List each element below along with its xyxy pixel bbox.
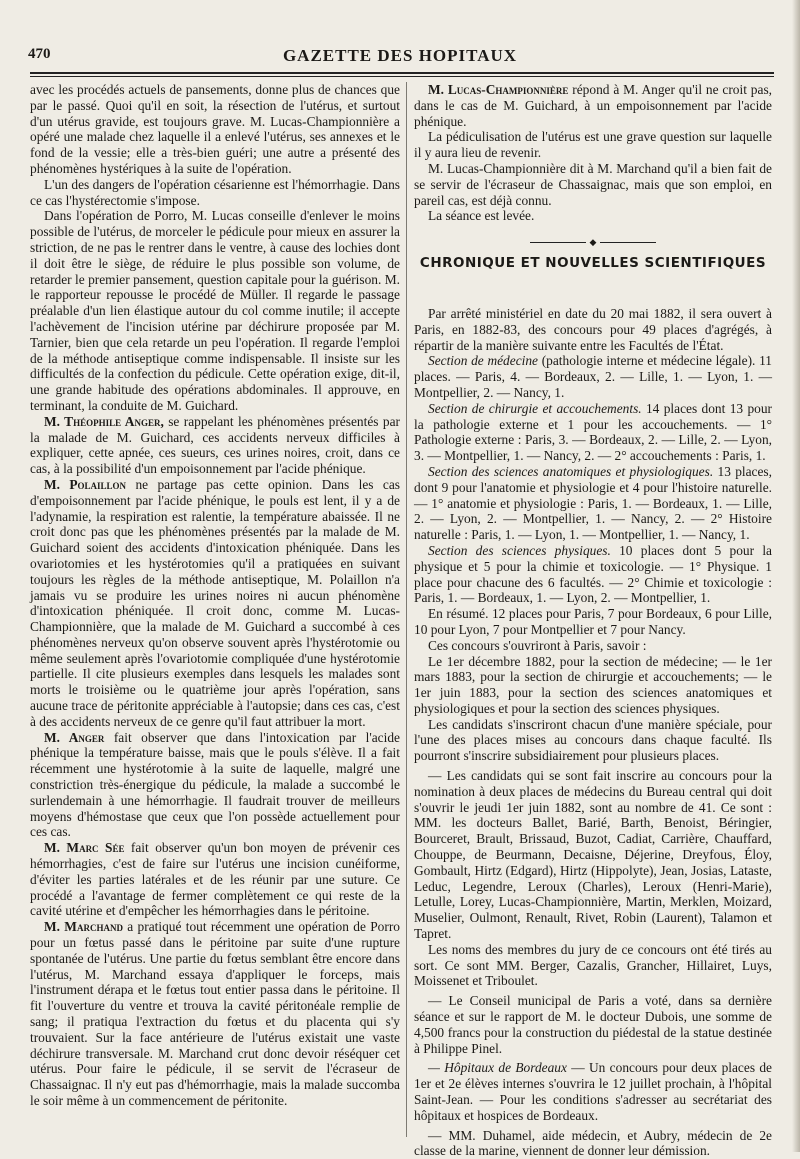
paragraph-text: fait observer que dans l'intoxication par l'acide phénique la température baisse, mais que le pouls s'élève. Il a fait récemment une hystérotomie à la suite de laquelle, malgré une constriction très-énergique du pédicule, la malade a succombé le surlendemain à une hémorrhagie. Il faudrait trouver de meilleurs moyens d'hémostase que ceux que l'on possède actuellement pour ces cas. — [30, 729, 400, 840]
paragraph: Dans l'opération de Porro, M. Lucas conseille d'enlever le moins possible de l'utérus, de morceler le pédicule pour mieux en assurer la striction, de ne pas le rentrer dans le ventre, à cause des lochies dont il doit être le siège, de réduire le plus possible son volume, de retarder le premier pansement, question capitale pour la guérison. M. le rapporteur repousse le procédé de Müller. Il regarde le passage préalable d'un lien élastique autour du col comme inutile; il accepte l'achèvement de l'incision utérine par déchirure proposée par M. Tarnier, bien que cela retarde un peu l'opération. Il regarde l'emploi de la méthode antiseptique comme indispensable. Il insiste sur les difficultés de la confection du pédicule. Cette opération exige, dit-il, une grande habitude des opérations abdominales. Il approuve, en terminant, la conduite de M. Guichard. — [30, 208, 400, 413]
paragraph-text: fait observer qu'un bon moyen de prévenir ces hémorrhagies, c'est de faire sur l'utérus une incision cunéiforme, d'éviter les parties latérales et de les réunir par une suture. Ce procédé a l'avantage de fermer complètement ce qui reste de la cavité utérine et d'empêcher les hémorrhagies dans le péritoine. — [30, 840, 400, 919]
ornament-line — [600, 242, 656, 243]
page-edge-shadow — [792, 0, 800, 1152]
paragraph: L'un des dangers de l'opération césarienne est l'hémorrhagie. Dans ce cas l'hystérectomie s'impose. — [30, 176, 400, 208]
section-label: Section de chirurgie et accouchements. — [428, 400, 642, 416]
section-spacer — [414, 286, 772, 306]
paragraph: La pédiculisation de l'utérus est une grave question sur laquelle il y aura lieu de revenir. — [414, 129, 772, 161]
paragraph-text: 14 places dont 13 pour la pathologie externe et 1 pour les accouchements. — 1° Pathologie externe : Paris, 3. — Bordeaux, 2. — Lille, 2. — Lyon, 3. — Montpellier, 1. — Nancy, 2. — 2° accouchements : Paris, 1. — [414, 400, 772, 464]
speaker-name: M. Polaillon — [44, 476, 127, 492]
paragraph-text: — Un concours pour deux places de 1er et 2e élèves internes s'ouvrira le 12 juillet prochain, à l'hôpital Saint-Jean. — Pour les conditions s'adresser au secrétariat des hôpitaux et hospices de Bordeaux. — [414, 1060, 772, 1123]
news-item: Les noms des membres du jury de ce concours ont été tirés au sort. Ce sont MM. Berger, Cazalis, Grancher, Hillairet, Luys, Moissenet et Triboulet. — [414, 941, 772, 989]
ornament-line — [530, 242, 586, 243]
paragraph: M. Lucas-Championnière dit à M. Marchand qu'il a bien fait de se servir de l'écraseur de Chassaignac, mais que son emploi, en pareil cas, est déjà connu. — [414, 160, 772, 208]
running-title: GAZETTE DES HOPITAUX — [282, 46, 518, 65]
paragraph: Par arrêté ministériel en date du 20 mai 1882, il sera ouvert à Paris, en 1882-83, des concours pour 49 places d'agrégés, à répartir de la manière suivante entre les Facultés de l'État. — [414, 305, 772, 353]
ornament-diamond-icon: ◆ — [589, 237, 597, 248]
paragraph-text: répond à M. Anger qu'il ne croit pas, dans le cas de M. Guichard, à un empoisonnement par l'acide phénique. — [414, 82, 772, 129]
paragraph — [414, 353, 772, 400]
speaker-name: M. Lucas-Championnière — [428, 82, 569, 97]
speaker-name: M. Théophile Anger, — [44, 413, 164, 429]
page-number: 470 — [28, 46, 51, 62]
section-ornament — [414, 238, 772, 246]
paragraph: En résumé. 12 places pour Paris, 7 pour Bordeaux, 6 pour Lille, 10 pour Lyon, 7 pour Montpellier et 7 pour Nancy. — [414, 606, 772, 637]
news-item — [414, 1060, 772, 1123]
news-label: — Hôpitaux de Bordeaux — [428, 1060, 567, 1076]
paragraph — [30, 840, 400, 919]
paragraph: Ces concours s'ouvriront à Paris, savoir : — [428, 637, 647, 653]
header-rule — [30, 72, 774, 74]
paragraph — [30, 414, 400, 477]
paragraph — [30, 919, 400, 1109]
header-rule-thin — [30, 76, 774, 77]
paragraph: Le 1er décembre 1882, pour la section de médecine; — le 1er mars 1883, pour la section de chirurgie et accouchements; — le 1er juin 1883, pour la section des sciences anatomiques et physiologiques et pour la section des sciences physiques. — [414, 653, 772, 716]
paragraph — [414, 464, 772, 543]
paragraph: Les candidats s'inscriront chacun d'une manière spéciale, pour l'une des places mises au concours dans chaque faculté. Ils pourront s'inscrire subsidiairement pour plusieurs places. — [414, 716, 772, 764]
right-column — [414, 82, 772, 1159]
paragraph-text: 10 places dont 5 pour la physique et 5 pour la chimie et toxicologie. — 1° Physique. 1 place pour chacune des 6 facultés. — 2° Chimie et toxicologie : Paris, 1. — Bordeaux, 1. — Lyon, 2. — Montpellier, 1. — [414, 542, 772, 606]
column-divider — [406, 82, 407, 1137]
speaker-name: M. Anger — [44, 729, 105, 745]
paragraph: avec les procédés actuels de pansements, donne plus de chances que par le passé. Quoi qu'il en soit, la résection de l'utérus, et surtout d'un utérus gravide, est toujours grave. M. Lucas-Championnière a opéré une malade chez laquelle il a enlevé l'utérus, ses annexes et le fond de la vessie; elle a très-bien guéri; une autre a présenté des phénomènes hystériques à la suite de l'opération. — [30, 82, 400, 176]
news-item: — Le Conseil municipal de Paris a voté, dans sa dernière séance et sur le rapport de M. le docteur Dubois, une somme de 4,500 francs pour la construction du piédestal de la statue destinée à Philippe Pinel. — [414, 993, 772, 1056]
paragraph — [414, 82, 772, 129]
paragraph — [30, 730, 400, 841]
section-label: Section des sciences physiques. — [428, 542, 611, 558]
section-label: Section des sciences anatomiques et physiologiques. — [428, 463, 714, 479]
paragraph-text: ne partage pas cette opinion. Dans les cas d'empoisonnement par l'acide phénique, le pouls est lent, il y a de l'adynamie, la respiration est ralentie, la température abaissée. Il ne croit donc pas que les phénomènes présentés par la malade de M. Guichard soient des accidents d'intoxication phéniquée. Dans les ovariotomies et les hystérotomies qu'il a pratiquées en suivant toujours les règles de la méthode antiseptique, M. Polaillon n'a jamais vu se produire les urines noires ni aucun phénomène d'intoxication phéniquée. Il croit donc, comme M. Lucas-Championnière, que la malade de M. Guichard a succombé à ces phénomènes nerveux qu'on observe souvent après l'hystérotomie ou même seulement après l'ovariotomie compliquée d'une hystérotomie partielle. Il cite plusieurs exemples dans lesquels les malades sont morts le troisième ou le quatrième jour après l'opération, sans aucune trace de péritonite appréciable à l'autopsie; dans ces cas, c'est à des accidents nerveux de ce genre qu'il faut attribuer la mort. — [30, 476, 400, 729]
page-header — [28, 42, 772, 70]
paragraph: La séance est levée. — [428, 208, 535, 224]
speaker-name: M. Marchand — [44, 919, 123, 935]
section-title: CHRONIQUE ET NOUVELLES SCIENTIFIQUES — [419, 255, 767, 272]
news-item: — Les candidats qui se sont fait inscrire au concours pour la nomination à deux places de médecins du Bureau central qui doit s'ouvrir le jeudi 1er juin 1882, sont au nombre de 41. Ce sont : MM. les docteurs Ballet, Barié, Barth, Benoist, Béringier, Bourceret, Brault, Brissaud, Buzot, Cadiat, Carrière, Chauffard, Chouppe, de Beurmann, Decaisne, Déjerine, Dreyfous, Éloy, Gombault, Hirtz (Edgard), Hirtz (Hippolyte), Jean, Josias, Lataste, Leduc, Legendre, Leroux (Charles), Leroux (Henri-Marie), Letulle, Lorey, Lucas-Championnière, Martin, Merklen, Moizard, Muselier, Oulmont, Renault, Rivet, Robin (Laurent), Talamon et Tapret. — [414, 768, 772, 942]
section-label: Section de médecine — [428, 353, 539, 369]
speaker-name: M. Marc Sée — [44, 840, 125, 856]
paragraph-text: 13 places, dont 9 pour l'anatomie et physiologie et 4 pour l'histoire naturelle. — 1° anatomie et physiologie : Paris, 1. — Bordeaux, 1. — Lille, 2. — Lyon, 2. — Montpellier, 1. — Nancy, 2. — 2° Histoire naturelle : Paris, 1. — Lyon, 1. — Montpellier, 1. — Nancy, 1. — [414, 463, 772, 543]
left-column — [30, 82, 400, 1109]
news-item: — MM. Duhamel, aide médecin, et Aubry, médecin de 2e classe de la marine, viennent de donner leur démission. — [414, 1127, 772, 1159]
paragraph — [414, 543, 772, 606]
paragraph-text: a pratiqué tout récemment une opération de Porro pour un fœtus passé dans le péritoine par suite d'une rupture spontanée de l'utérus. Une partie du fœtus semblant être encore dans l'utérus, M. Marchand essaya d'appliquer le forceps, mais l'instrument dérapa et le fœtus tout entier passa dans le péritoine. Il fit l'ouverture du ventre et trouva la cavité péritonéale remplie de sang; il pratiqua l'extraction du fœtus et du placenta qui s'y trouvaient. Sur la face antérieure de l'utérus existait une vaste déchirure transversale. M. Marchand crut donc devoir réséquer cet utérus. Pour faire le pédicule, il se servit de l'écraseur de Chassaignac. Il n'y eut pas d'hémorrhagie, mais la malade succomba le soir même à un commencement de péritonite. — [30, 919, 400, 1108]
paragraph-text: se rappelant les phénomènes présentés par la malade de M. Guichard, ces accidents nerveux difficiles à expliquer, cette apnée, ces sueurs, ces urines noires, croit, dans ce cas, à la possibilité d'un empoisonnement par l'acide phénique. — [30, 413, 400, 477]
paragraph-text: (pathologie interne et médecine légale). 11 places. — Paris, 4. — Bordeaux, 2. — Lille, 1. — Lyon, 1. — Montpellier, 2. — Nancy, 1. — [414, 353, 772, 400]
paragraph — [414, 401, 772, 464]
paragraph — [30, 477, 400, 730]
